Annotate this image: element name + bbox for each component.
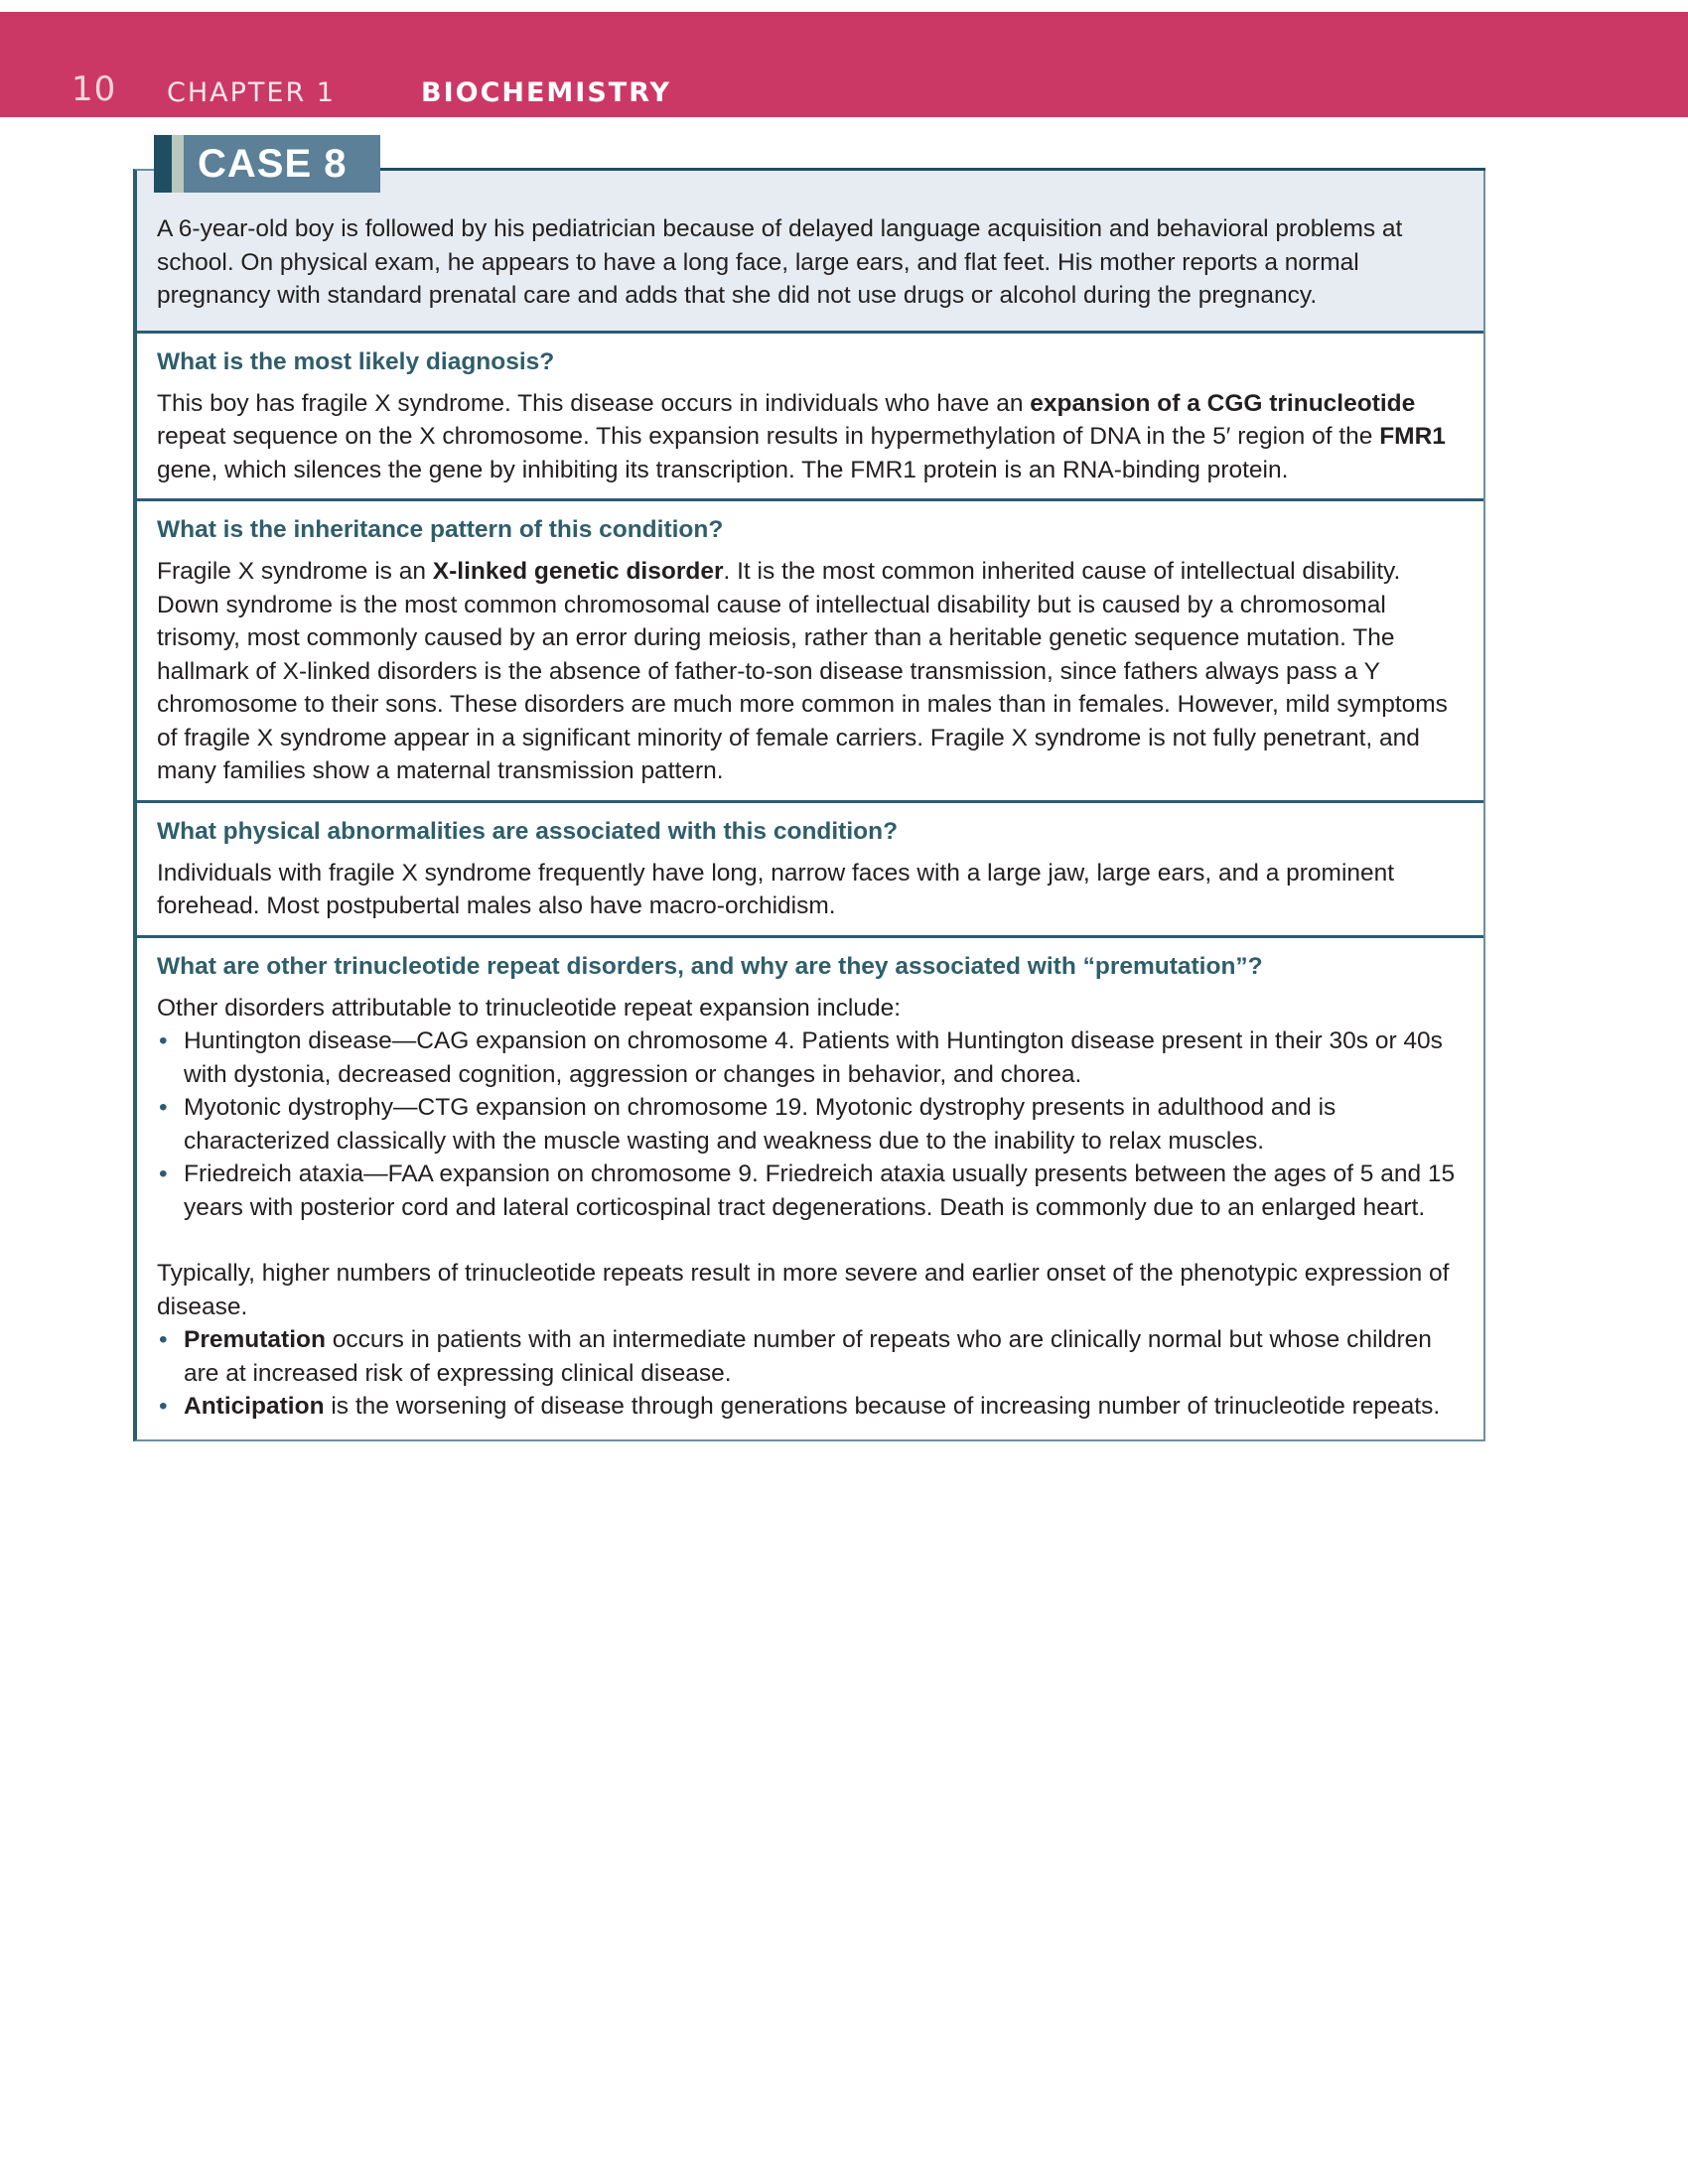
tab-stripe-light (172, 135, 184, 193)
question-heading: What is the inheritance pattern of this condition? (157, 516, 724, 543)
list-item: • Myotonic dystrophy—CTG expansion on chromosome 19. Myotonic dystrophy presents in adulthood and is characterized classically with the muscle wasting and weakness due to the inability to relax muscles. (157, 1091, 1462, 1158)
qa-diagnosis (137, 334, 1483, 502)
question-heading: What physical abnormalities are associated with this condition? (157, 817, 899, 845)
case-box (133, 169, 1485, 1441)
answer-text (157, 555, 1462, 788)
page-number: 10 (71, 69, 117, 109)
answer-paragraph: Typically, higher numbers of trinucleotide repeats result in more severe and earlier onset of the phenotypic expression of disease. (157, 1260, 1450, 1320)
answer-text (157, 387, 1462, 487)
answer-span: This boy has fragile X syndrome. This disease occurs in individuals who have an (157, 389, 1031, 417)
answer-bold: X-linked genetic disorder (432, 558, 724, 585)
qa-physical-abnormalities (137, 803, 1483, 938)
qa-trinucleotide-disorders (137, 938, 1483, 1439)
case-tab (154, 135, 380, 193)
list-item (157, 1390, 1462, 1424)
term-definition: occurs in patients with an intermediate number of repeats who are clinically normal but whose children are at increased risk of expressing clinical disease. (184, 1326, 1432, 1387)
answer-span: . It is the most common inherited cause of intellectual disability. Down syndrome is the most common chromosomal cause of intellectual disability but is caused by a chromosomal trisomy, most commonly caused by an error during meiosis, rather than a heritable genetic sequence mutation. The hallmark of X-linked disorders is the absence of father-to-son disease transmission, since fathers always pass a Y chromosome to their sons. These disorders are much more common in males than in females. However, mild symptoms of fragile X syndrome appear in a significant minority of female carriers. Fragile X syndrome is not fully penetrant, and many families show a maternal transmission pattern. (157, 558, 1448, 784)
term-bold: Premutation (184, 1326, 326, 1353)
question-heading: What is the most likely diagnosis? (157, 347, 555, 375)
chapter-label: CHAPTER 1 (167, 77, 336, 108)
term-definition: is the worsening of disease through generations because of increasing number of trinucleotide repeats. (324, 1393, 1441, 1420)
case-vignette: A 6-year-old boy is followed by his pediatrician because of delayed language acquisition and behavioral problems at school. On physical exam, he appears to have a long face, large ears, and flat feet. His mother reports a normal pregnancy with standard prenatal care and adds that she did not use drugs or alcohol during the pregnancy. (137, 171, 1483, 334)
answer-text: Individuals with fragile X syndrome frequently have long, narrow faces with a large jaw, large ears, and a prominent forehead. Most postpubertal males also have macro-orchidism. (157, 859, 1395, 919)
question-heading: What are other trinucleotide repeat disorders, and why are they associated with “premutation”? (157, 952, 1263, 980)
list-item: • Friedreich ataxia—FAA expansion on chromosome 9. Friedreich ataxia usually presents between the ages of 5 and 15 years with posterior cord and lateral corticospinal tract degenerations. Death is commonly due to an enlarged heart. (157, 1158, 1462, 1224)
case-title: CASE 8 (198, 142, 348, 186)
tab-stripe-dark (154, 135, 172, 193)
list-item: • Huntington disease—CAG expansion on chromosome 4. Patients with Huntington disease present in their 30s or 40s with dystonia, decreased cognition, aggression or changes in behavior, and chorea. (157, 1024, 1462, 1091)
answer-bold: FMR1 (1379, 423, 1446, 450)
answer-span: Fragile X syndrome is an (157, 558, 433, 585)
qa-inheritance (137, 501, 1483, 803)
paragraph-spacer (157, 1224, 1462, 1257)
list-item (157, 1323, 1462, 1390)
answer-intro: Other disorders attributable to trinucleotide repeat expansion include: (157, 994, 902, 1022)
disorder-list (157, 1024, 1462, 1224)
answer-span: gene, which silences the gene by inhibiting its transcription. The FMR1 protein is an RNA-binding protein. (157, 456, 1289, 483)
term-bold: Anticipation (184, 1393, 325, 1420)
page-header (0, 12, 1688, 117)
answer-bold: expansion of a CGG trinucleotide (1030, 389, 1416, 417)
tab-connector-rule (380, 168, 1485, 171)
answer-span: repeat sequence on the X chromosome. This expansion results in hypermethylation of DNA in the 5′ region of the (157, 423, 1380, 450)
term-list (157, 1323, 1462, 1424)
section-label: BIOCHEMISTRY (421, 77, 672, 108)
